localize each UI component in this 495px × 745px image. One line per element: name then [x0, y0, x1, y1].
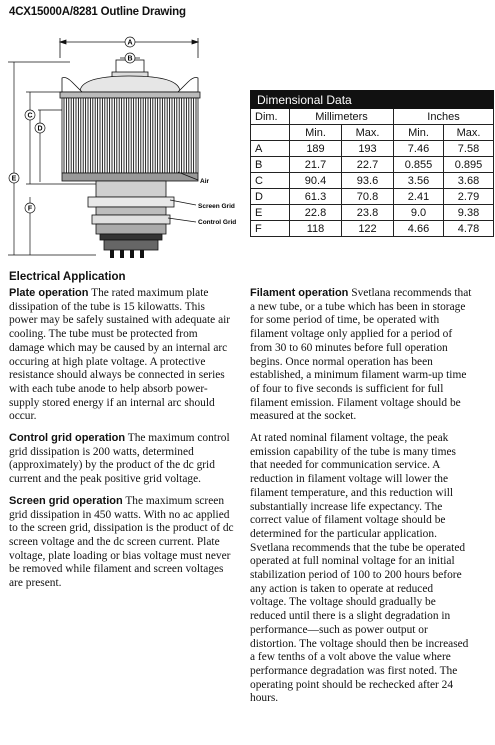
dim-label-e: E [11, 175, 17, 183]
table-row [251, 141, 494, 157]
cell-mm-min: 22.8 [290, 205, 342, 221]
plate-label: Plate operation [9, 287, 89, 299]
cell-mm-max: 122 [342, 221, 394, 237]
dim-label-b: B [127, 55, 133, 63]
cell-in-max: 0.895 [444, 157, 494, 173]
screen-paragraph [9, 495, 234, 591]
section-title: Electrical Application [9, 271, 126, 283]
filament-text: Svetlana recommends that a new tube, or a tube which has been in storage for some period of time, be operated with filament voltage only applied for a period of from 30 to 60 minutes before full operation begins. Once normal operation has been established, a minimum filament warm-up time of four to five seconds is sufficient for full filament emission. Filament voltage should be measured at the socket. [250, 287, 472, 423]
table-row [251, 157, 494, 173]
callout-air: Air [200, 178, 210, 185]
cell-dim: D [251, 189, 290, 205]
table-row [251, 221, 494, 237]
cell-dim: B [251, 157, 290, 173]
cell-in-max: 4.78 [444, 221, 494, 237]
mm-max-header: Max. [342, 125, 394, 141]
right-column [250, 287, 472, 714]
control-label: Control grid operation [9, 432, 126, 445]
cell-mm-min: 21.7 [290, 157, 342, 173]
table-title: Dimensional Data [251, 91, 494, 109]
dim-label-a: A [127, 39, 133, 47]
cell-in-min: 7.46 [394, 141, 444, 157]
plate-paragraph [9, 287, 234, 424]
page-title: 4CX15000A/8281 Outline Drawing [9, 6, 186, 18]
cell-dim: E [251, 205, 290, 221]
plate-text: The rated maximum plate dissipation of the tube is 15 kilowatts. This power may be safely sustained with adequate air cooling. The tube must be protected from damage which may be caused by an internal arc occuring at high plate voltage. A protective resistance should always be connected in series with each tube anode to help absorb power-supply stored energy if an internal arc should occur. [9, 287, 231, 423]
cell-mm-min: 61.3 [290, 189, 342, 205]
table-row [251, 189, 494, 205]
dimensional-data-table [250, 90, 494, 237]
mm-min-header: Min. [290, 125, 342, 141]
callout-control-grid: Control Grid [198, 219, 237, 226]
cell-mm-max: 193 [342, 141, 394, 157]
cell-in-max: 2.79 [444, 189, 494, 205]
cell-mm-min: 189 [290, 141, 342, 157]
cell-mm-max: 23.8 [342, 205, 394, 221]
dim-label-f: F [27, 205, 33, 213]
screen-label: Screen grid operation [9, 494, 123, 507]
control-paragraph [9, 432, 234, 487]
cell-in-max: 9.38 [444, 205, 494, 221]
tube-outline-drawing [0, 20, 250, 275]
filament-paragraph [250, 287, 472, 424]
filament-label: Filament operation [250, 287, 349, 299]
cell-in-min: 2.41 [394, 189, 444, 205]
left-column [9, 287, 234, 599]
cell-mm-max: 93.6 [342, 173, 394, 189]
col-dim-header: Dim. [251, 109, 290, 125]
cell-dim: A [251, 141, 290, 157]
cell-dim: C [251, 173, 290, 189]
in-max-header: Max. [444, 125, 494, 141]
cell-in-min: 9.0 [394, 205, 444, 221]
control-text: The maximum control grid dissipation is 200 watts, determined (approximately) by the product of the dc grid current and the peak positive grid voltage. [9, 432, 230, 486]
cell-dim: F [251, 221, 290, 237]
cell-mm-max: 22.7 [342, 157, 394, 173]
col-in-header: Inches [394, 109, 494, 125]
cell-in-max: 3.68 [444, 173, 494, 189]
cell-mm-max: 70.8 [342, 189, 394, 205]
dim-label-d: D [37, 125, 43, 133]
rated-paragraph: At rated nominal filament voltage, the peak emission capability of the tube is many times that needed for communication service. A reduction in filament voltage will lower the filament temperature, and this reduction will substantially increase life expectancy. The correct value of filament voltage should be determined for the particular application. Svetlana recommends that the tube be operated operated at full nominal voltage for an initial stabilization period of 100 to 200 hours before any action is taken to operate at reduced voltage. The voltage should gradually be reduced until there is a slight degradation in performance—such as power output or distortion. The voltage should then be increased a few tenths of a volt above the value where performance degradation was first noted. The operating point should be rechecked after 24 hours. [250, 432, 469, 705]
cell-in-min: 4.66 [394, 221, 444, 237]
table-row [251, 173, 494, 189]
cell-mm-min: 90.4 [290, 173, 342, 189]
screen-text: The maximum screen grid dissipation in 450 watts. With no ac applied to the screen grid, dissipation is the product of dc screen voltage and the dc screen current. Plate voltage, plate loading or bias voltage must never be removed while filament and screen voltages are present. [9, 494, 234, 590]
cell-in-min: 0.855 [394, 157, 444, 173]
cell-in-max: 7.58 [444, 141, 494, 157]
in-min-header: Min. [394, 125, 444, 141]
callout-screen-grid: Screen Grid [198, 203, 235, 210]
table-row [251, 205, 494, 221]
cell-mm-min: 118 [290, 221, 342, 237]
col-mm-header: Millimeters [290, 109, 394, 125]
cell-in-min: 3.56 [394, 173, 444, 189]
dim-label-c: C [27, 112, 33, 120]
